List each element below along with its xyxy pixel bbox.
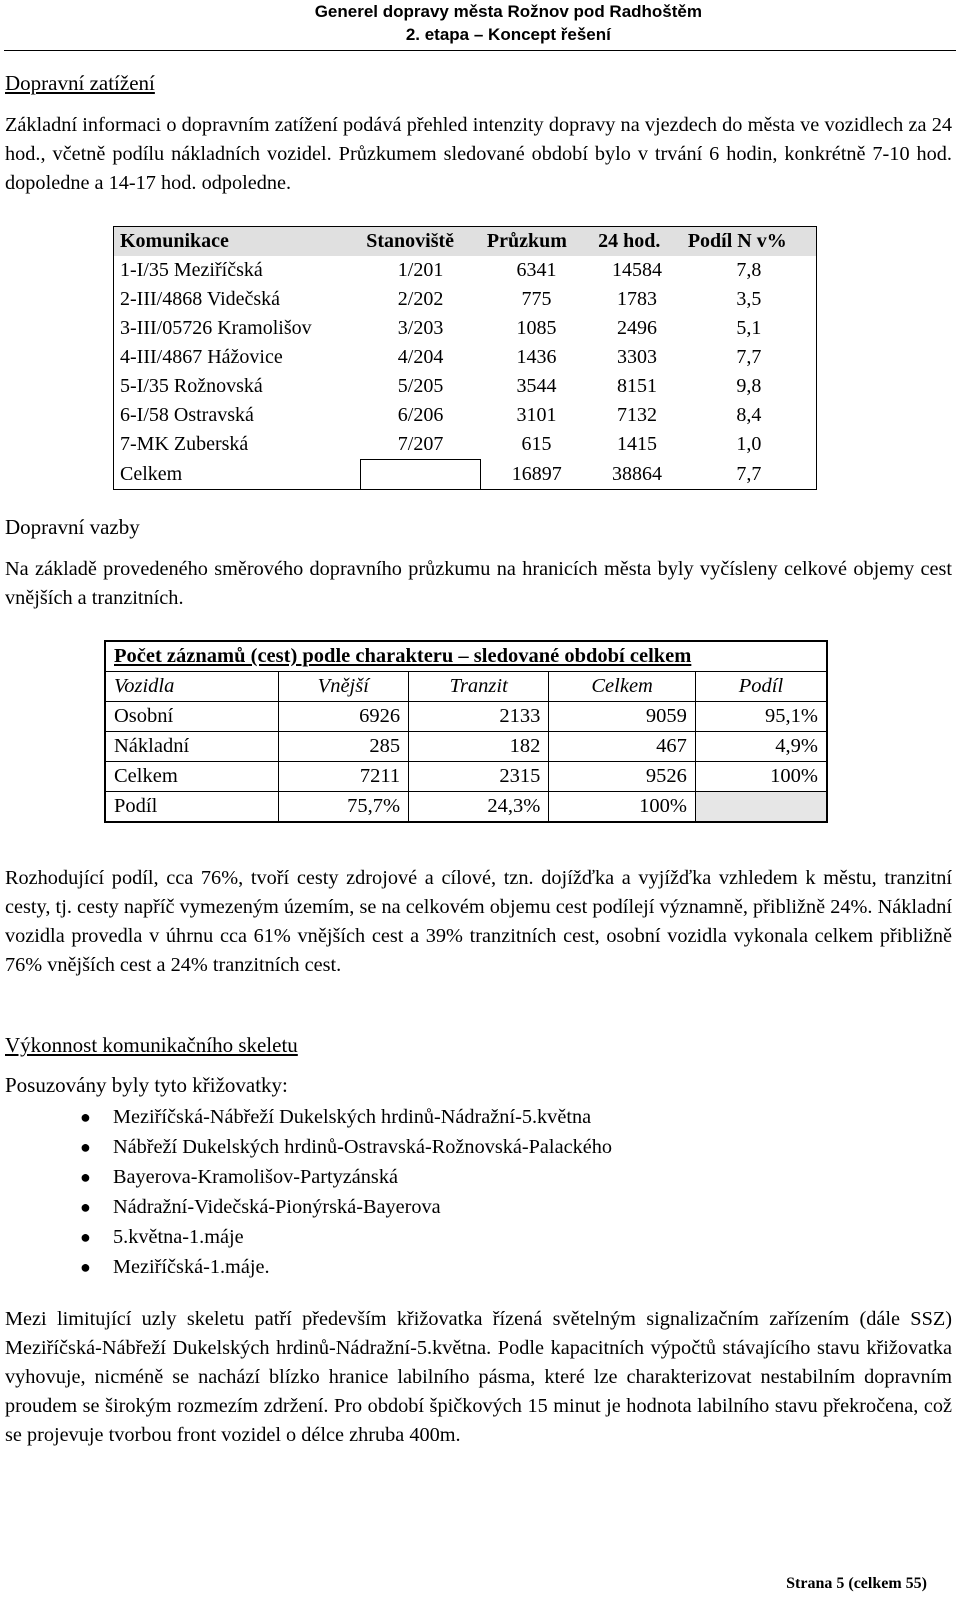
cell: 1-I/35 Meziříčská xyxy=(120,259,263,281)
cell: 100% xyxy=(549,792,696,823)
list-item xyxy=(0,1252,612,1282)
table-title-row xyxy=(105,641,827,672)
cell: 3,5 xyxy=(736,288,762,310)
cell: 95,1% xyxy=(695,702,827,732)
cell: 24,3% xyxy=(409,792,549,823)
paragraph-share-summary: Rozhodující podíl, cca 76%, tvoří cesty zdrojové a cílové, tzn. dojížďka a vyjížďka vzhledem k městu, tranzitní cesty, tj. cesty napříč vymezeným územím, se na celkovém objemu cest podílejí významně, přibližně 24%. Nákladní vozidla provedla v úhrnu cca 61% vnějších cest a 39% tranzitních cest, osobní vozidla vykonala celkem přibližně 76% vnějších cest a 24% tranzitních cest. xyxy=(5,867,952,976)
table-row xyxy=(105,732,827,762)
table-row xyxy=(114,314,817,343)
table-row xyxy=(114,372,817,401)
cell: 1415 xyxy=(616,433,657,456)
cell: 1783 xyxy=(616,288,657,310)
table-row xyxy=(114,256,817,285)
document-header xyxy=(315,0,702,46)
cell: 2133 xyxy=(409,702,549,732)
table-row xyxy=(114,430,817,460)
list-item xyxy=(0,1222,612,1252)
cell: 1085 xyxy=(516,317,557,339)
col-header: Podíl xyxy=(695,672,827,702)
paragraph-traffic-relations: Na základě provedeného směrového dopravního průzkumu na hranicích města byly vyčísleny celkové objemy cest vnějších a tranzitních. xyxy=(5,558,952,609)
col-header: Vnější xyxy=(278,672,409,702)
list-item xyxy=(0,1192,612,1222)
bullet-icon: ● xyxy=(80,1227,91,1247)
cell: 3544 xyxy=(516,375,557,397)
list-item-label: 5.května-1.máje xyxy=(113,1226,244,1248)
intersections-intro: Posuzovány byly tyto křižovatky: xyxy=(5,1073,288,1097)
cell-empty xyxy=(360,460,481,490)
cell: 3303 xyxy=(616,346,657,368)
col-header: Celkem xyxy=(549,672,696,702)
cell: Osobní xyxy=(105,702,278,732)
cell: 2496 xyxy=(616,317,657,339)
cell: Celkem xyxy=(120,462,183,485)
header-divider xyxy=(4,50,956,51)
cell: 1,0 xyxy=(736,433,762,456)
list-item-label: Meziříčská-Nábřeží Dukelských hrdinů-Nádražní-5.května xyxy=(113,1106,592,1128)
cell-empty xyxy=(695,792,827,823)
table-row xyxy=(114,401,817,430)
cell: Nákladní xyxy=(105,732,278,762)
table-row xyxy=(105,762,827,792)
cell: 38864 xyxy=(611,462,662,485)
table-header-row xyxy=(114,227,817,257)
list-item-label: Nábřeží Dukelských hrdinů-Ostravská-Rožnovská-Palackého xyxy=(113,1136,612,1158)
intersection-list xyxy=(0,1102,612,1282)
bullet-icon: ● xyxy=(80,1137,91,1157)
cell: 2-III/4868 Videčská xyxy=(120,288,281,310)
list-item-label: Bayerova-Kramolišov-Partyzánská xyxy=(113,1166,398,1188)
bullet-icon: ● xyxy=(80,1167,91,1187)
paragraph-network-capacity: Mezi limitující uzly skeletu patří především křižovatka řízená světelným signalizačním zařízením (dále SSZ) Meziříčská-Nábřeží Dukelských hrdinů-Nádražní-5.května. Podle kapacitních výpočtů stávajícího stavu křižovatka vyhovuje, nicméně se nachází blízko hranice labilního pásma, které lze charakterizovat nestabilním dopravním proudem se širokým rozmezím zdržení. Pro období špičkových 15 minut je hodnota labilního stavu překročena, což se projevuje tvorbou front vozidel o délce zhruba 400m. xyxy=(5,1308,952,1446)
cell: 4/204 xyxy=(397,346,444,368)
cell: 4-III/4867 Hážovice xyxy=(120,346,283,368)
cell: 9526 xyxy=(549,762,696,792)
cell: 182 xyxy=(409,732,549,762)
col-header: Stanoviště xyxy=(360,227,481,257)
cell: 7,8 xyxy=(736,259,762,281)
list-item xyxy=(0,1162,612,1192)
section-title-traffic-relations: Dopravní vazby xyxy=(5,515,140,539)
cell: 7211 xyxy=(278,762,409,792)
cell: 3-III/05726 Kramolišov xyxy=(120,317,312,339)
cell: 9059 xyxy=(549,702,696,732)
cell: 2315 xyxy=(409,762,549,792)
cell: 7132 xyxy=(616,404,657,426)
table-header-row xyxy=(105,672,827,702)
bullet-icon: ● xyxy=(80,1107,91,1127)
traffic-volume-table xyxy=(113,226,817,490)
section-title-network-capacity: Výkonnost komunikačního skeletu xyxy=(5,1033,298,1057)
col-header: Průzkum xyxy=(481,227,592,257)
cell: 3/203 xyxy=(397,317,444,339)
cell: 615 xyxy=(521,433,552,456)
paragraph-traffic-load: Základní informaci o dopravním zatížení podává přehled intenzity dopravy na vjezdech do města ve vozidlech za 24 hod., včetně podílu nákladních vozidel. Průzkumem sledované období bylo v trvání 6 hodin, konkrétně 7-10 hod. dopoledne a 14-17 hod. odpoledne. xyxy=(5,114,952,194)
cell: 6926 xyxy=(278,702,409,732)
cell: 8,4 xyxy=(736,404,762,426)
col-header: 24 hod. xyxy=(592,227,682,257)
list-item-label: Meziříčská-1.máje. xyxy=(113,1256,270,1278)
header-subtitle: 2. etapa – Koncept řešení xyxy=(405,25,611,44)
page-number: Strana 5 (celkem 55) xyxy=(786,1575,927,1592)
cell: 100% xyxy=(695,762,827,792)
cell: 7-MK Zuberská xyxy=(120,433,249,456)
cell: 2/202 xyxy=(397,288,444,310)
cell: 6-I/58 Ostravská xyxy=(120,404,254,426)
cell: 14584 xyxy=(611,259,662,281)
col-header: Tranzit xyxy=(409,672,549,702)
cell: 285 xyxy=(278,732,409,762)
table-row xyxy=(105,702,827,732)
bullet-icon: ● xyxy=(80,1197,91,1217)
table-total-row xyxy=(114,460,817,490)
cell: 6341 xyxy=(516,259,557,281)
cell: 7/207 xyxy=(397,433,444,455)
header-title: Generel dopravy města Rožnov pod Radhoštěm xyxy=(314,2,702,21)
table-title: Počet záznamů (cest) podle charakteru – sledované období celkem xyxy=(105,641,827,672)
list-item-label: Nádražní-Videčská-Pionýrská-Bayerova xyxy=(113,1196,441,1218)
cell: 9,8 xyxy=(736,375,762,397)
cell: 8151 xyxy=(616,375,657,397)
section-title-traffic-load: Dopravní zatížení xyxy=(5,71,155,95)
list-item xyxy=(0,1102,612,1132)
table-row xyxy=(114,343,817,372)
cell: 775 xyxy=(521,288,552,310)
bullet-icon: ● xyxy=(80,1257,91,1277)
cell: 75,7% xyxy=(278,792,409,823)
trips-table xyxy=(104,640,828,823)
cell: 5/205 xyxy=(397,375,444,397)
cell: Podíl xyxy=(105,792,278,823)
cell: Celkem xyxy=(105,762,278,792)
col-header: Komunikace xyxy=(114,227,361,257)
cell: 1/201 xyxy=(397,259,444,281)
table-row xyxy=(105,792,827,823)
cell: 467 xyxy=(549,732,696,762)
cell: 6/206 xyxy=(397,404,444,426)
col-header: Vozidla xyxy=(105,672,278,702)
cell: 4,9% xyxy=(695,732,827,762)
col-header: Podíl N v% xyxy=(682,227,817,257)
cell: 16897 xyxy=(511,462,562,485)
cell: 1436 xyxy=(516,346,557,368)
cell: 3101 xyxy=(516,404,557,426)
cell: 5,1 xyxy=(736,317,762,339)
table-row xyxy=(114,285,817,314)
cell: 7,7 xyxy=(736,462,762,485)
list-item xyxy=(0,1132,612,1162)
cell: 5-I/35 Rožnovská xyxy=(120,375,263,397)
cell: 7,7 xyxy=(736,346,762,368)
